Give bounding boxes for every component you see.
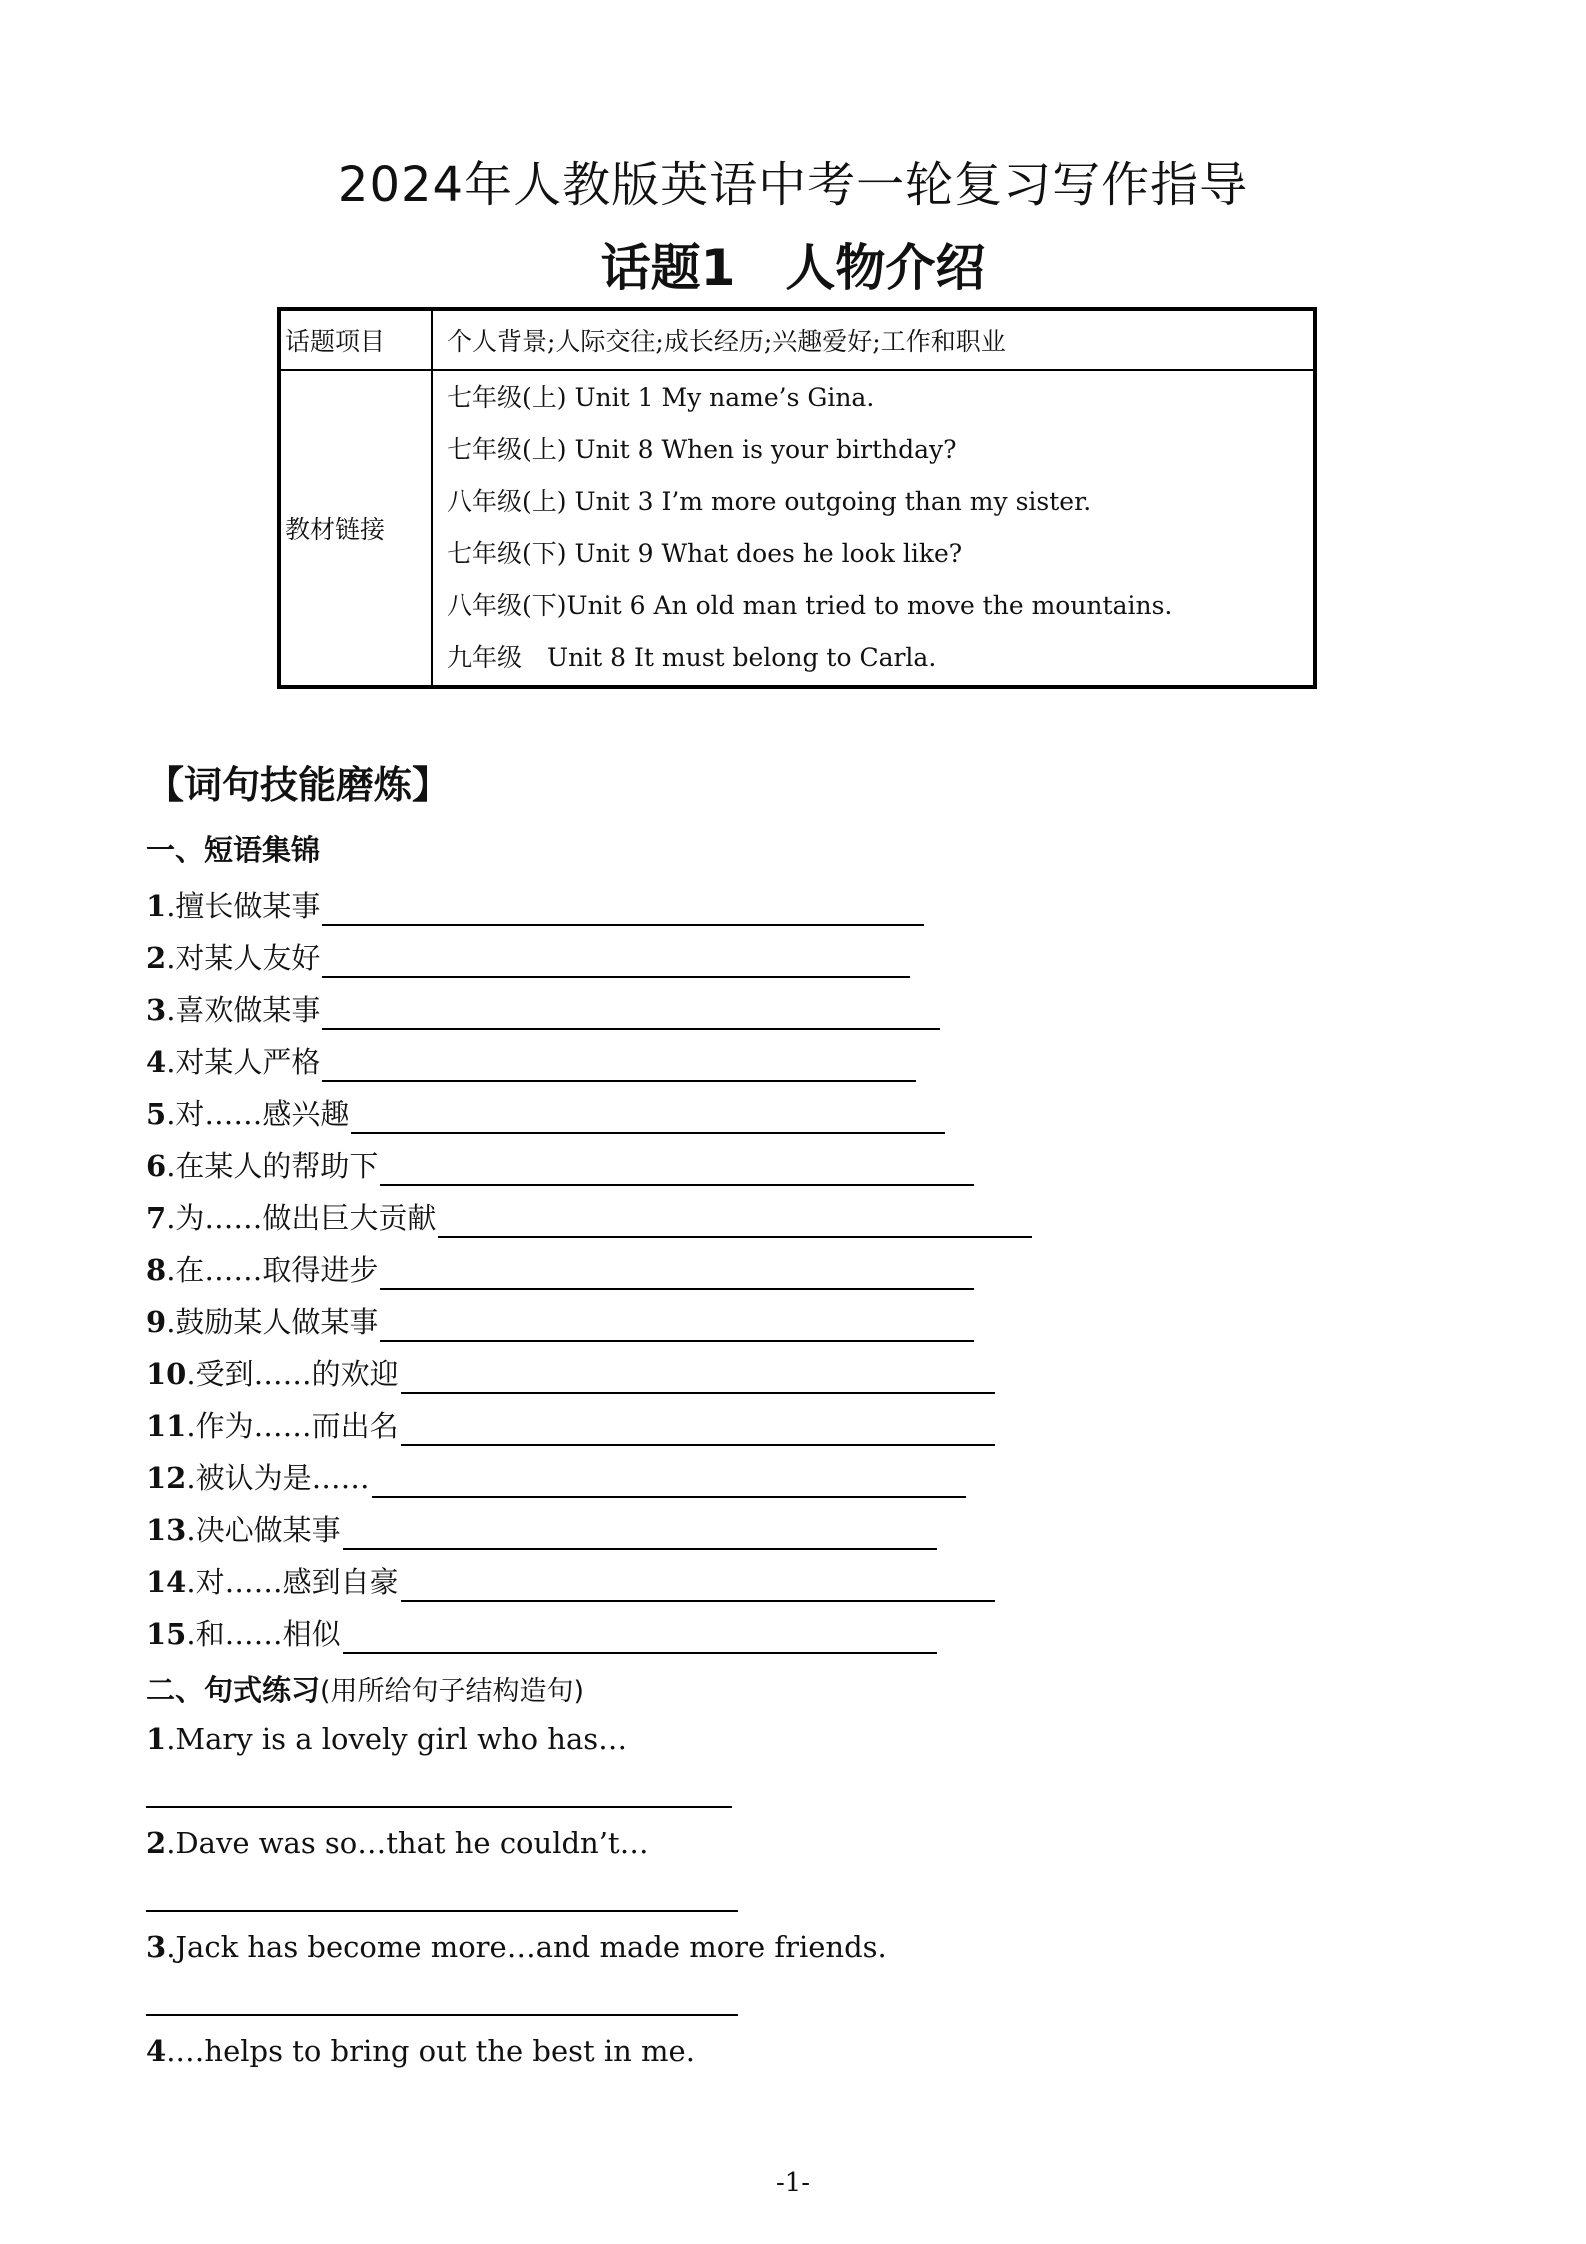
document-subtitle: 话题1 人物介绍: [600, 239, 986, 297]
part2-note: (用所给句子结构造句): [320, 1676, 585, 1707]
item-text: .Dave was so…that he couldn’t…: [166, 1826, 649, 1860]
item-text: .作为……而出名: [186, 1409, 399, 1443]
answer-line[interactable]: [146, 2014, 738, 2016]
item-number: 3: [146, 1930, 167, 1964]
item-number: 1: [146, 889, 167, 923]
answer-blank[interactable]: [380, 1154, 974, 1186]
phrase-item: [146, 1458, 966, 1498]
item-text: .喜欢做某事: [166, 993, 321, 1027]
document-title: 2024年人教版英语中考一轮复习写作指导: [337, 157, 1249, 213]
phrase-item: [146, 886, 924, 926]
item-number: 10: [146, 1357, 187, 1391]
item-text: .受到……的欢迎: [186, 1357, 399, 1391]
item-text: .…helps to bring out the best in me.: [166, 2034, 695, 2068]
topic-label: 话题项目: [279, 309, 432, 370]
textbook-unit: 七年级(下) Unit 9 What does he look like?: [447, 539, 963, 568]
item-text: .对……感到自豪: [186, 1565, 399, 1599]
phrase-item: [146, 1042, 916, 1082]
sentence-item: [146, 2034, 695, 2068]
answer-blank[interactable]: [322, 946, 910, 978]
item-number: 8: [146, 1253, 167, 1287]
phrase-item: [146, 1146, 974, 1186]
textbook-unit: 七年级(上) Unit 1 My name’s Gina.: [447, 383, 875, 412]
answer-line[interactable]: [146, 1910, 738, 1912]
item-text: .和……相似: [186, 1617, 341, 1651]
phrase-item: [146, 1094, 945, 1134]
item-number: 6: [146, 1149, 167, 1183]
answer-line[interactable]: [146, 1806, 732, 1808]
sentence-item: [146, 1826, 649, 1860]
sentence-item: [146, 1722, 627, 1756]
phrase-item: [146, 990, 940, 1030]
item-number: 2: [146, 941, 167, 975]
answer-blank[interactable]: [401, 1414, 995, 1446]
item-number: 7: [146, 1201, 167, 1235]
textbook-label: 教材链接: [279, 370, 432, 687]
answer-blank[interactable]: [322, 1050, 916, 1082]
textbook-units: [432, 370, 1315, 687]
answer-blank[interactable]: [343, 1518, 937, 1550]
sentence-item: [146, 1930, 887, 1964]
answer-blank[interactable]: [372, 1466, 966, 1498]
phrase-item: [146, 1562, 995, 1602]
item-text: .Mary is a lovely girl who has…: [166, 1722, 628, 1756]
answer-blank[interactable]: [380, 1310, 974, 1342]
answer-blank[interactable]: [322, 998, 940, 1030]
textbook-unit: 八年级(上) Unit 3 I’m more outgoing than my sister.: [447, 487, 1092, 516]
item-number: 14: [146, 1565, 187, 1599]
part1-heading: 一、短语集锦: [146, 833, 321, 867]
item-text: .在某人的帮助下: [166, 1149, 379, 1183]
phrase-item: [146, 1198, 1032, 1238]
textbook-unit: 九年级 Unit 8 It must belong to Carla.: [447, 643, 937, 672]
item-number: 13: [146, 1513, 187, 1547]
table-row-textbook: [279, 370, 1315, 687]
phrase-item: [146, 1302, 974, 1342]
item-text: .鼓励某人做某事: [166, 1305, 379, 1339]
answer-blank[interactable]: [380, 1258, 974, 1290]
item-number: 15: [146, 1617, 187, 1651]
textbook-unit: 八年级(下)Unit 6 An old man tried to move the mountains.: [447, 591, 1173, 620]
item-text: .决心做某事: [186, 1513, 341, 1547]
answer-blank[interactable]: [401, 1362, 995, 1394]
topic-info-table: [277, 307, 1317, 689]
item-number: 4: [146, 2034, 167, 2068]
item-text: .对某人严格: [166, 1045, 321, 1079]
topic-value: 个人背景;人际交往;成长经历;兴趣爱好;工作和职业: [432, 309, 1315, 370]
item-text: .对某人友好: [166, 941, 321, 975]
part2-heading: [146, 1668, 584, 1709]
section-title: 【词句技能磨炼】: [146, 763, 451, 807]
phrase-item: [146, 1614, 937, 1654]
phrase-item: [146, 1250, 974, 1290]
page-number: -1-: [775, 2168, 811, 2198]
item-text: .擅长做某事: [166, 889, 321, 923]
phrase-item: [146, 938, 910, 978]
phrase-item: [146, 1406, 995, 1446]
part2-heading-text: 二、句式练习: [146, 1673, 321, 1707]
item-number: 9: [146, 1305, 167, 1339]
item-number: 11: [146, 1409, 187, 1443]
item-text: .被认为是……: [186, 1461, 370, 1495]
item-text: .为……做出巨大贡献: [166, 1201, 437, 1235]
answer-blank[interactable]: [351, 1102, 945, 1134]
item-text: .在……取得进步: [166, 1253, 379, 1287]
item-text: .对……感兴趣: [166, 1097, 350, 1131]
item-number: 4: [146, 1045, 167, 1079]
textbook-unit: 七年级(上) Unit 8 When is your birthday?: [447, 435, 957, 464]
table-row-topic: [279, 309, 1315, 370]
item-number: 2: [146, 1826, 167, 1860]
answer-blank[interactable]: [438, 1206, 1032, 1238]
item-number: 5: [146, 1097, 167, 1131]
answer-blank[interactable]: [401, 1570, 995, 1602]
item-number: 1: [146, 1722, 167, 1756]
phrase-item: [146, 1510, 937, 1550]
item-text: .Jack has become more…and made more friends.: [166, 1930, 887, 1964]
item-number: 12: [146, 1461, 187, 1495]
phrase-item: [146, 1354, 995, 1394]
item-number: 3: [146, 993, 167, 1027]
answer-blank[interactable]: [343, 1622, 937, 1654]
answer-blank[interactable]: [322, 894, 924, 926]
